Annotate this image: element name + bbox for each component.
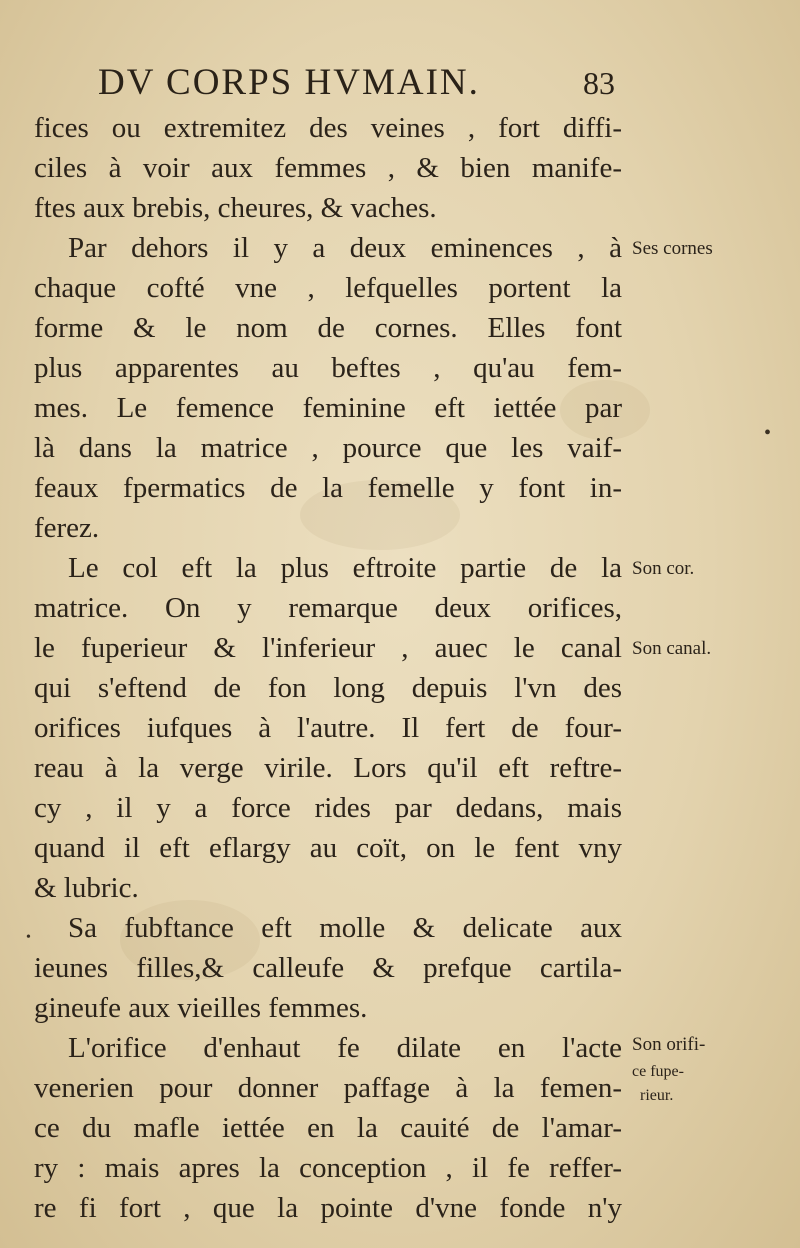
margin-note: Son cor. (632, 558, 695, 579)
text-line: cy , il y a force rides par dedans, mais (34, 792, 622, 824)
text-line: orifices iufques à l'autre. Il fert de four- (34, 712, 622, 744)
text-line: re fi fort , que la pointe d'vne fonde n'y (34, 1192, 622, 1224)
text-line: ce du mafle iettée en la cauité de l'amar- (34, 1112, 622, 1144)
ink-mark: • (764, 422, 772, 444)
running-title: DV CORPS HVMAIN. (98, 62, 480, 103)
text-line: quand il eft eflargy au coït, on le fent vny (34, 832, 622, 864)
text-line: L'orifice d'enhaut fe dilate en l'acte (68, 1032, 622, 1064)
margin-note: Son orifi- (632, 1034, 706, 1055)
text-line: gineufe aux vieilles femmes. (34, 992, 368, 1024)
margin-note: ce fupe- (632, 1063, 684, 1080)
text-line: Le col eft la plus eftroite partie de la (68, 552, 622, 584)
text-line: ciles à voir aux femmes , & bien manife- (34, 152, 622, 184)
text-line: qui s'eftend de fon long depuis l'vn des (34, 672, 622, 704)
text-line: ieunes filles,& calleufe & prefque cartila- (34, 952, 622, 984)
text-line: forme & le nom de cornes. Elles font (34, 312, 622, 344)
text-line: le fuperieur & l'inferieur , auec le canal (34, 632, 622, 664)
text-line: mes. Le femence feminine eft iettée par (34, 392, 622, 424)
text-line: Sa fubftance eft molle & delicate aux (68, 912, 622, 944)
text-line: là dans la matrice , pource que les vaif- (34, 432, 622, 464)
text-line: reau à la verge virile. Lors qu'il eft reftre- (34, 752, 622, 784)
margin-note: rieur. (640, 1087, 674, 1104)
text-line: chaque cofté vne , lefquelles portent la (34, 272, 622, 304)
page-number: 83 (583, 65, 615, 101)
text-line: feaux fpermatics de la femelle y font in- (34, 472, 622, 504)
margin-note: Son canal. (632, 638, 712, 659)
ink-mark: • (26, 930, 31, 945)
text-line: Par dehors il y a deux eminences , à (68, 232, 622, 264)
text-line: venerien pour donner paffage à la femen- (34, 1072, 622, 1104)
text-line: ferez. (34, 512, 100, 544)
text-line: plus apparentes au beftes , qu'au fem- (34, 352, 622, 384)
margin-note: Ses cornes (632, 238, 713, 259)
text-line: matrice. On y remarque deux orifices, (34, 592, 622, 624)
text-line: ftes aux brebis, cheures, & vaches. (34, 192, 437, 224)
text-line: & lubric. (34, 872, 139, 904)
running-head (0, 58, 800, 108)
text-line: ry : mais apres la conception , il fe reffer- (34, 1152, 622, 1184)
text-line: fices ou extremitez des veines , fort diffi- (34, 112, 622, 144)
